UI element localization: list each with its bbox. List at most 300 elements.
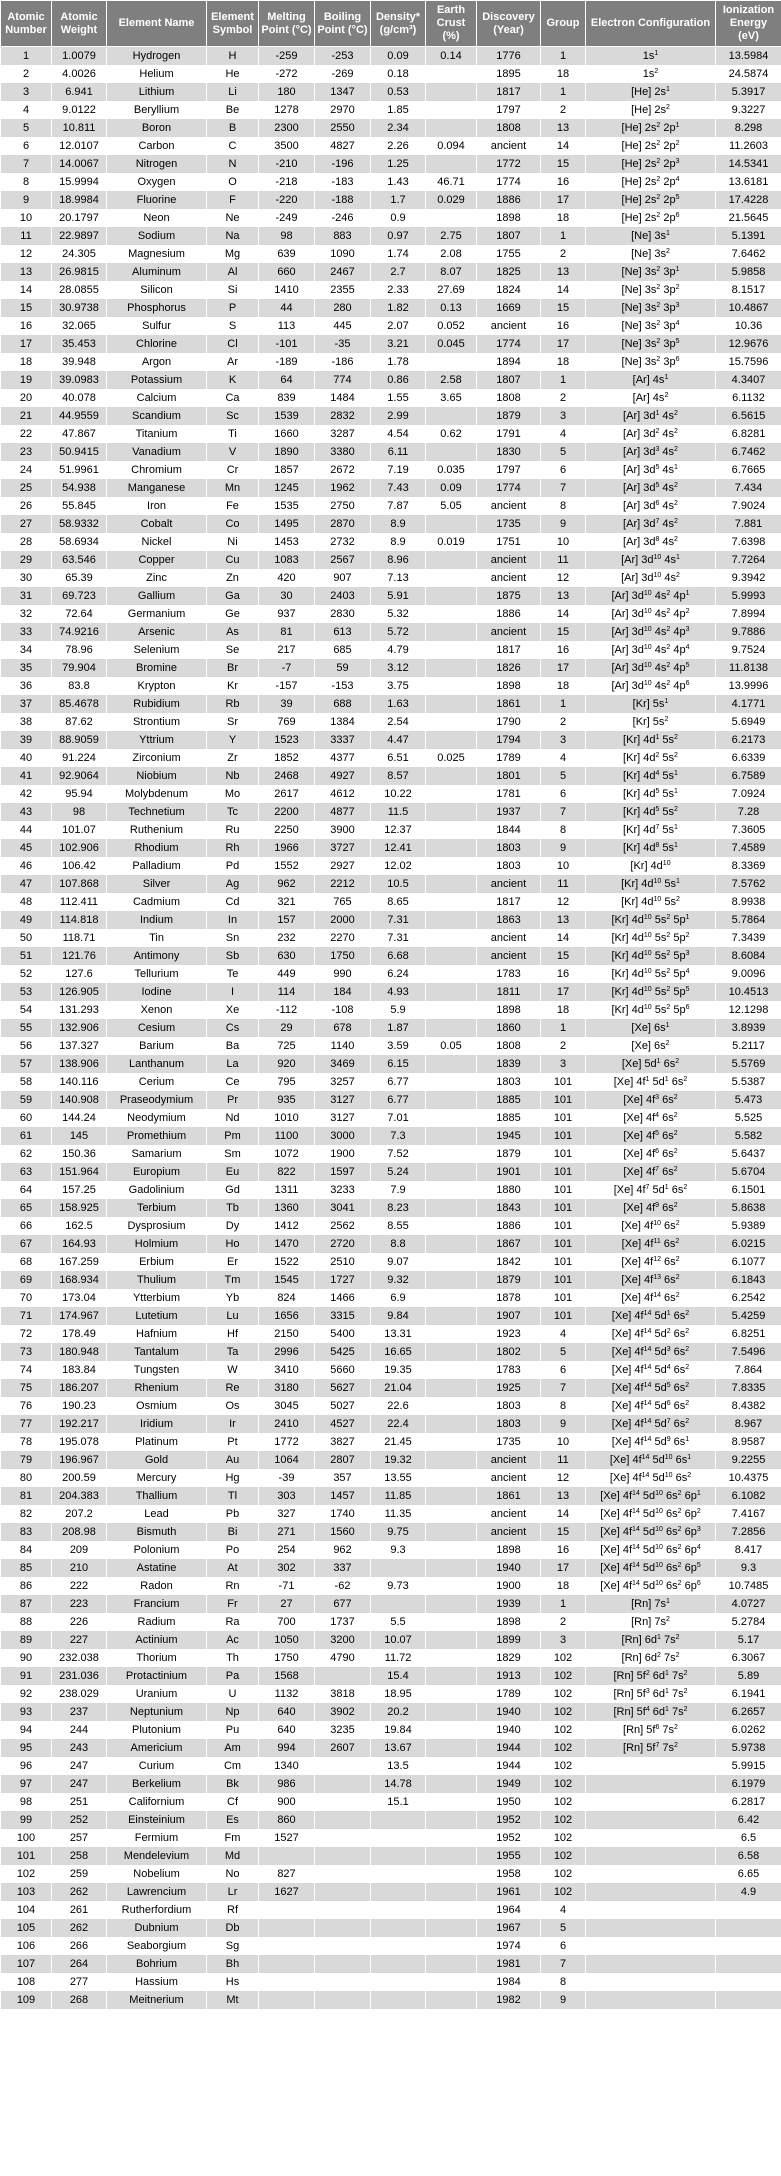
electron-configuration-cell: [Xe] $4f^{10}$ $6s^2$	[586, 1217, 716, 1235]
discovery-cell: 1839	[477, 1055, 541, 1073]
element-name-cell: Krypton	[107, 677, 207, 695]
element-name-cell: Titanium	[107, 425, 207, 443]
earth-crust-cell	[426, 929, 477, 947]
density-cell: 1.87	[371, 1019, 426, 1037]
electron-configuration-cell: [Kr] $4d^4$ $5s^1$	[586, 767, 716, 785]
melting-point-cell: 1539	[259, 407, 315, 425]
atomic-number-cell: 77	[1, 1415, 52, 1433]
symbol-cell: V	[207, 443, 259, 461]
electron-configuration-cell	[586, 1955, 716, 1973]
table-row	[1, 299, 781, 317]
element-name-cell: Chromium	[107, 461, 207, 479]
melting-point-cell: 827	[259, 1865, 315, 1883]
group-cell: 2	[541, 713, 586, 731]
earth-crust-cell	[426, 1271, 477, 1289]
atomic-number-cell: 82	[1, 1505, 52, 1523]
element-name-cell: Sodium	[107, 227, 207, 245]
symbol-cell: Pm	[207, 1127, 259, 1145]
melting-point-cell: 1010	[259, 1109, 315, 1127]
atomic-weight-cell: 259	[52, 1865, 107, 1883]
element-name-cell: Bromine	[107, 659, 207, 677]
boiling-point-cell: 1560	[315, 1523, 371, 1541]
earth-crust-cell: 27.69	[426, 281, 477, 299]
discovery-cell: 1791	[477, 425, 541, 443]
atomic-number-cell: 2	[1, 65, 52, 83]
atomic-weight-cell: 4.0026	[52, 65, 107, 83]
earth-crust-cell	[426, 911, 477, 929]
density-cell: 3.21	[371, 335, 426, 353]
element-name-cell: Gadolinium	[107, 1181, 207, 1199]
symbol-cell: C	[207, 137, 259, 155]
group-cell: 10	[541, 533, 586, 551]
ionization-energy-cell: 5.9993	[716, 587, 781, 605]
melting-point-cell: 232	[259, 929, 315, 947]
boiling-point-cell: 774	[315, 371, 371, 389]
earth-crust-cell	[426, 155, 477, 173]
element-name-cell: Sulfur	[107, 317, 207, 335]
group-cell: 4	[541, 425, 586, 443]
electron-configuration-cell: [Xe] $4f^{14}$ $5d^{10}$ $6s^2$ $6p^5$	[586, 1559, 716, 1577]
melting-point-cell: 639	[259, 245, 315, 263]
electron-configuration-cell: [Kr] $5s^1$	[586, 695, 716, 713]
electron-configuration-cell: [Rn] $7s^2$	[586, 1613, 716, 1631]
atomic-number-cell: 16	[1, 317, 52, 335]
atomic-number-cell: 74	[1, 1361, 52, 1379]
group-cell: 1	[541, 1019, 586, 1037]
electron-configuration-cell: [Kr] $5s^2$	[586, 713, 716, 731]
electron-configuration-cell: [Xe] $4f^{14}$ $5d^{10}$ $6s^1$	[586, 1451, 716, 1469]
earth-crust-cell: 0.13	[426, 299, 477, 317]
melting-point-cell: 1072	[259, 1145, 315, 1163]
electron-configuration-cell	[586, 1883, 716, 1901]
earth-crust-cell	[426, 65, 477, 83]
symbol-cell: Cr	[207, 461, 259, 479]
atomic-weight-cell: 88.9059	[52, 731, 107, 749]
boiling-point-cell: 1727	[315, 1271, 371, 1289]
density-cell: 7.01	[371, 1109, 426, 1127]
boiling-point-cell	[315, 1937, 371, 1955]
group-cell: 102	[541, 1667, 586, 1685]
boiling-point-cell: 907	[315, 569, 371, 587]
group-cell: 102	[541, 1811, 586, 1829]
atomic-number-cell: 108	[1, 1973, 52, 1991]
density-cell: 5.32	[371, 605, 426, 623]
discovery-cell: 1955	[477, 1847, 541, 1865]
symbol-cell: U	[207, 1685, 259, 1703]
boiling-point-cell	[315, 1811, 371, 1829]
electron-configuration-cell: [Xe] $4f^{13}$ $6s^2$	[586, 1271, 716, 1289]
earth-crust-cell: 0.035	[426, 461, 477, 479]
atomic-weight-cell: 262	[52, 1919, 107, 1937]
atomic-weight-cell: 243	[52, 1739, 107, 1757]
density-cell: 12.41	[371, 839, 426, 857]
ionization-energy-cell: 5.7864	[716, 911, 781, 929]
element-name-cell: Polonium	[107, 1541, 207, 1559]
melting-point-cell: 700	[259, 1613, 315, 1631]
atomic-weight-cell: 30.9738	[52, 299, 107, 317]
discovery-cell: 1879	[477, 1271, 541, 1289]
melting-point-cell: 302	[259, 1559, 315, 1577]
table-row	[1, 317, 781, 335]
table-row	[1, 1595, 781, 1613]
boiling-point-cell: 3233	[315, 1181, 371, 1199]
element-name-cell: Mendelevium	[107, 1847, 207, 1865]
group-cell: 102	[541, 1739, 586, 1757]
table-row	[1, 1919, 781, 1937]
boiling-point-cell: -183	[315, 173, 371, 191]
earth-crust-cell	[426, 767, 477, 785]
density-cell: 6.51	[371, 749, 426, 767]
atomic-number-cell: 85	[1, 1559, 52, 1577]
earth-crust-cell	[426, 1937, 477, 1955]
ionization-energy-cell: 7.8335	[716, 1379, 781, 1397]
discovery-cell: ancient	[477, 137, 541, 155]
electron-configuration-cell: [Ar] $3d^5$ $4s^1$	[586, 461, 716, 479]
ionization-energy-cell: 4.1771	[716, 695, 781, 713]
table-row	[1, 1883, 781, 1901]
symbol-cell: Eu	[207, 1163, 259, 1181]
electron-configuration-cell: $1s^1$	[586, 47, 716, 66]
density-cell: 7.87	[371, 497, 426, 515]
melting-point-cell: 2150	[259, 1325, 315, 1343]
electron-configuration-cell: [Xe] $5d^1$ $6s^2$	[586, 1055, 716, 1073]
discovery-cell: 1900	[477, 1577, 541, 1595]
electron-configuration-cell: [Ar] $4s^1$	[586, 371, 716, 389]
discovery-cell: 1801	[477, 767, 541, 785]
atomic-number-cell: 93	[1, 1703, 52, 1721]
boiling-point-cell: 4527	[315, 1415, 371, 1433]
discovery-cell: 1774	[477, 479, 541, 497]
atomic-weight-cell: 183.84	[52, 1361, 107, 1379]
boiling-point-cell: 59	[315, 659, 371, 677]
atomic-number-cell: 39	[1, 731, 52, 749]
ionization-energy-cell: 6.8251	[716, 1325, 781, 1343]
atomic-weight-cell: 140.116	[52, 1073, 107, 1091]
ionization-energy-cell: 6.42	[716, 1811, 781, 1829]
group-cell: 13	[541, 263, 586, 281]
symbol-cell: Fr	[207, 1595, 259, 1613]
discovery-cell: 1803	[477, 857, 541, 875]
element-name-cell: Uranium	[107, 1685, 207, 1703]
atomic-number-cell: 71	[1, 1307, 52, 1325]
boiling-point-cell: 3469	[315, 1055, 371, 1073]
melting-point-cell: 1522	[259, 1253, 315, 1271]
electron-configuration-cell: [Xe] $4f^{14}$ $5d^9$ $6s^1$	[586, 1433, 716, 1451]
atomic-number-cell: 26	[1, 497, 52, 515]
symbol-cell: Tb	[207, 1199, 259, 1217]
atomic-number-cell: 43	[1, 803, 52, 821]
boiling-point-cell: 2567	[315, 551, 371, 569]
density-cell: 2.26	[371, 137, 426, 155]
atomic-number-cell: 27	[1, 515, 52, 533]
discovery-cell: 1807	[477, 371, 541, 389]
electron-configuration-cell: [Ne] $3s^2$ $3p^5$	[586, 335, 716, 353]
atomic-weight-cell: 101.07	[52, 821, 107, 839]
symbol-cell: Sr	[207, 713, 259, 731]
density-cell: 11.35	[371, 1505, 426, 1523]
atomic-number-cell: 36	[1, 677, 52, 695]
col-header-group: Group	[541, 1, 586, 47]
earth-crust-cell	[426, 1199, 477, 1217]
element-name-cell: Cobalt	[107, 515, 207, 533]
group-cell: 15	[541, 623, 586, 641]
group-cell: 101	[541, 1217, 586, 1235]
earth-crust-cell	[426, 1631, 477, 1649]
atomic-number-cell: 33	[1, 623, 52, 641]
group-cell: 10	[541, 1433, 586, 1451]
ionization-energy-cell: 21.5645	[716, 209, 781, 227]
melting-point-cell	[259, 1847, 315, 1865]
ionization-energy-cell: 7.6462	[716, 245, 781, 263]
density-cell: 7.13	[371, 569, 426, 587]
electron-configuration-cell: [Ar] $4s^2$	[586, 389, 716, 407]
table-row	[1, 749, 781, 767]
melting-point-cell: 1857	[259, 461, 315, 479]
electron-configuration-cell: [Ne] $3s^1$	[586, 227, 716, 245]
symbol-cell: Xe	[207, 1001, 259, 1019]
discovery-cell: 1863	[477, 911, 541, 929]
element-name-cell: Tellurium	[107, 965, 207, 983]
electron-configuration-cell: [Xe] $4f^5$ $6s^2$	[586, 1127, 716, 1145]
electron-configuration-cell: [He] $2s^2$ $2p^4$	[586, 173, 716, 191]
density-cell: 21.04	[371, 1379, 426, 1397]
atomic-number-cell: 13	[1, 263, 52, 281]
boiling-point-cell: 3727	[315, 839, 371, 857]
col-header-symbol: Element Symbol	[207, 1, 259, 47]
element-name-cell: Dubnium	[107, 1919, 207, 1937]
atomic-number-cell: 54	[1, 1001, 52, 1019]
atomic-weight-cell: 83.8	[52, 677, 107, 695]
electron-configuration-cell: [Ar] $3d^2$ $4s^2$	[586, 425, 716, 443]
atomic-number-cell: 14	[1, 281, 52, 299]
melting-point-cell: 3410	[259, 1361, 315, 1379]
symbol-cell: Fm	[207, 1829, 259, 1847]
group-cell: 8	[541, 1397, 586, 1415]
electron-configuration-cell	[586, 1973, 716, 1991]
symbol-cell: Ca	[207, 389, 259, 407]
symbol-cell: Tc	[207, 803, 259, 821]
earth-crust-cell: 0.019	[426, 533, 477, 551]
ionization-energy-cell: 9.0096	[716, 965, 781, 983]
element-name-cell: Osmium	[107, 1397, 207, 1415]
electron-configuration-cell: [Xe] $4f^{12}$ $6s^2$	[586, 1253, 716, 1271]
element-name-cell: Rhodium	[107, 839, 207, 857]
density-cell: 1.85	[371, 101, 426, 119]
table-row	[1, 587, 781, 605]
electron-configuration-cell	[586, 1829, 716, 1847]
group-cell: 101	[541, 1091, 586, 1109]
group-cell: 5	[541, 443, 586, 461]
ionization-energy-cell	[716, 1973, 781, 1991]
electron-configuration-cell: $1s^2$	[586, 65, 716, 83]
symbol-cell: Al	[207, 263, 259, 281]
header-row	[1, 1, 781, 47]
earth-crust-cell	[426, 1001, 477, 1019]
melting-point-cell	[259, 1919, 315, 1937]
atomic-weight-cell: 168.934	[52, 1271, 107, 1289]
discovery-cell: 1843	[477, 1199, 541, 1217]
discovery-cell: 1797	[477, 101, 541, 119]
symbol-cell: Yb	[207, 1289, 259, 1307]
atomic-number-cell: 12	[1, 245, 52, 263]
element-name-cell: Hassium	[107, 1973, 207, 1991]
atomic-number-cell: 4	[1, 101, 52, 119]
melting-point-cell: 64	[259, 371, 315, 389]
element-name-cell: Yttrium	[107, 731, 207, 749]
density-cell: 4.93	[371, 983, 426, 1001]
electron-configuration-cell: [Ar] $3d^8$ $4s^2$	[586, 533, 716, 551]
electron-configuration-cell: [Xe] $4f^4$ $6s^2$	[586, 1109, 716, 1127]
atomic-weight-cell: 257	[52, 1829, 107, 1847]
electron-configuration-cell: [Xe] $4f^3$ $6s^2$	[586, 1091, 716, 1109]
atomic-weight-cell: 55.845	[52, 497, 107, 515]
atomic-weight-cell: 132.906	[52, 1019, 107, 1037]
table-row	[1, 1487, 781, 1505]
ionization-energy-cell	[716, 1955, 781, 1973]
table-row	[1, 641, 781, 659]
electron-configuration-cell: [Xe] $4f^{14}$ $5d^{10}$ $6s^2$ $6p^6$	[586, 1577, 716, 1595]
table-row	[1, 1541, 781, 1559]
group-cell: 1	[541, 1595, 586, 1613]
symbol-cell: No	[207, 1865, 259, 1883]
earth-crust-cell	[426, 119, 477, 137]
boiling-point-cell: 1962	[315, 479, 371, 497]
table-row	[1, 1505, 781, 1523]
electron-configuration-cell: [Kr] $4d^{10}$ $5s^2$ $5p^5$	[586, 983, 716, 1001]
atomic-weight-cell: 223	[52, 1595, 107, 1613]
density-cell: 15.4	[371, 1667, 426, 1685]
boiling-point-cell: 4790	[315, 1649, 371, 1667]
symbol-cell: W	[207, 1361, 259, 1379]
discovery-cell: 1898	[477, 1613, 541, 1631]
group-cell: 16	[541, 1541, 586, 1559]
group-cell: 102	[541, 1703, 586, 1721]
boiling-point-cell: 2720	[315, 1235, 371, 1253]
electron-configuration-cell: [Xe] $4f^{14}$ $5d^{10}$ $6s^2$	[586, 1469, 716, 1487]
table-row	[1, 1631, 781, 1649]
symbol-cell: Cf	[207, 1793, 259, 1811]
electron-configuration-cell: [Kr] $4d^{10}$ $5s^2$ $5p^2$	[586, 929, 716, 947]
group-cell: 1	[541, 83, 586, 101]
density-cell	[371, 1829, 426, 1847]
group-cell: 18	[541, 677, 586, 695]
table-row	[1, 1685, 781, 1703]
group-cell: 102	[541, 1775, 586, 1793]
melting-point-cell: 1966	[259, 839, 315, 857]
density-cell: 10.07	[371, 1631, 426, 1649]
density-cell: 20.2	[371, 1703, 426, 1721]
ionization-energy-cell: 7.434	[716, 479, 781, 497]
boiling-point-cell: 1090	[315, 245, 371, 263]
table-row	[1, 263, 781, 281]
ionization-energy-cell: 5.9389	[716, 1217, 781, 1235]
density-cell: 6.11	[371, 443, 426, 461]
density-cell: 2.54	[371, 713, 426, 731]
boiling-point-cell: 962	[315, 1541, 371, 1559]
boiling-point-cell: 2270	[315, 929, 371, 947]
group-cell: 6	[541, 785, 586, 803]
electron-configuration-cell: [Kr] $4d^{10}$ $5s^2$ $5p^6$	[586, 1001, 716, 1019]
electron-configuration-cell	[586, 1991, 716, 2009]
atomic-weight-cell: 207.2	[52, 1505, 107, 1523]
boiling-point-cell: 337	[315, 1559, 371, 1577]
electron-configuration-cell: [Ne] $3s^2$ $3p^2$	[586, 281, 716, 299]
melting-point-cell: 1360	[259, 1199, 315, 1217]
ionization-energy-cell: 5.5769	[716, 1055, 781, 1073]
discovery-cell: 1817	[477, 83, 541, 101]
discovery-cell: 1950	[477, 1793, 541, 1811]
atomic-number-cell: 62	[1, 1145, 52, 1163]
density-cell: 13.5	[371, 1757, 426, 1775]
boiling-point-cell: 2732	[315, 533, 371, 551]
ionization-energy-cell: 8.1517	[716, 281, 781, 299]
group-cell: 2	[541, 245, 586, 263]
ionization-energy-cell: 12.1298	[716, 1001, 781, 1019]
element-name-cell: Bohrium	[107, 1955, 207, 1973]
earth-crust-cell	[426, 209, 477, 227]
density-cell: 0.9	[371, 209, 426, 227]
element-name-cell: Dysprosium	[107, 1217, 207, 1235]
melting-point-cell	[259, 1991, 315, 2009]
table-row	[1, 983, 781, 1001]
element-name-cell: Indium	[107, 911, 207, 929]
element-name-cell: Beryllium	[107, 101, 207, 119]
earth-crust-cell	[426, 677, 477, 695]
atomic-number-cell: 50	[1, 929, 52, 947]
ionization-energy-cell: 9.2255	[716, 1451, 781, 1469]
melting-point-cell: 271	[259, 1523, 315, 1541]
ionization-energy-cell: 24.5874	[716, 65, 781, 83]
discovery-cell: 1899	[477, 1631, 541, 1649]
atomic-weight-cell: 174.967	[52, 1307, 107, 1325]
density-cell: 15.1	[371, 1793, 426, 1811]
discovery-cell: 1898	[477, 677, 541, 695]
melting-point-cell: 157	[259, 911, 315, 929]
electron-configuration-cell: [Xe] $6s^2$	[586, 1037, 716, 1055]
density-cell: 2.99	[371, 407, 426, 425]
symbol-cell: Mn	[207, 479, 259, 497]
ionization-energy-cell: 5.9858	[716, 263, 781, 281]
group-cell: 15	[541, 947, 586, 965]
density-cell: 8.55	[371, 1217, 426, 1235]
electron-configuration-cell: [Kr] $4d^1$ $5s^2$	[586, 731, 716, 749]
symbol-cell: Pa	[207, 1667, 259, 1685]
density-cell: 7.52	[371, 1145, 426, 1163]
table-row	[1, 1127, 781, 1145]
atomic-weight-cell: 264	[52, 1955, 107, 1973]
discovery-cell: 1776	[477, 47, 541, 66]
atomic-number-cell: 19	[1, 371, 52, 389]
boiling-point-cell: 4927	[315, 767, 371, 785]
ionization-energy-cell: 6.7462	[716, 443, 781, 461]
ionization-energy-cell: 5.473	[716, 1091, 781, 1109]
atomic-number-cell: 83	[1, 1523, 52, 1541]
melting-point-cell: 217	[259, 641, 315, 659]
melting-point-cell: 2250	[259, 821, 315, 839]
boiling-point-cell: 4827	[315, 137, 371, 155]
density-cell: 9.07	[371, 1253, 426, 1271]
atomic-weight-cell: 35.453	[52, 335, 107, 353]
symbol-cell: Pu	[207, 1721, 259, 1739]
ionization-energy-cell: 7.5762	[716, 875, 781, 893]
density-cell: 0.97	[371, 227, 426, 245]
electron-configuration-cell: [Kr] $4d^8$ $5s^1$	[586, 839, 716, 857]
electron-configuration-cell: [He] $2s^2$ $2p^3$	[586, 155, 716, 173]
melting-point-cell: -220	[259, 191, 315, 209]
col-header-atomic-number: Atomic Number	[1, 1, 52, 47]
table-row	[1, 1757, 781, 1775]
table-row	[1, 1181, 781, 1199]
